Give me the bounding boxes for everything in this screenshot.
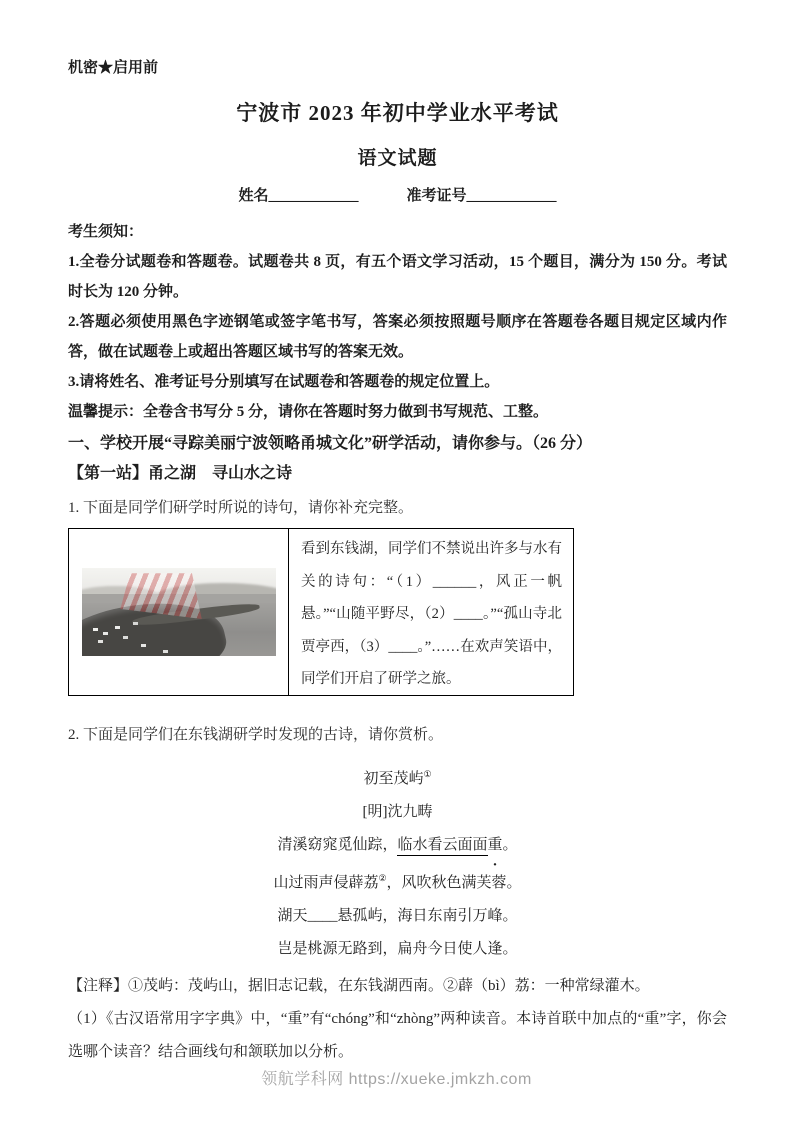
poem-line-1 <box>68 829 727 862</box>
poem-title: 初至茂屿 <box>363 771 424 787</box>
poem-line-2-start: 山过雨声侵薜荔 <box>273 875 379 891</box>
question-1-table <box>68 528 574 696</box>
poem-line-4: 岂是桃源无路到，扁舟今日使人逢。 <box>277 941 518 957</box>
poem-title-line <box>68 758 727 796</box>
photo-buildings <box>93 628 98 631</box>
poem-line-2-end: ，风吹秋色满芙蓉。 <box>386 875 522 891</box>
poem-author: [明]沈九畴 <box>362 804 433 820</box>
ticket-label: 准考证号 <box>406 188 467 204</box>
site-watermark: 领航学科网 https://xueke.jmkzh.com <box>261 1071 532 1088</box>
ticket-blank-line: ____________ <box>466 188 557 204</box>
notice-block <box>68 217 727 427</box>
question-2-sub-1: （1）《古汉语常用字字典》中，“重”有“chóng”和“zhòng”两种读音。本诗首联中加点的“重”字，你会选哪个读音？结合画线句和颔联加以分析。 <box>68 1011 727 1060</box>
poem-line-3-start: 湖天 <box>277 908 308 924</box>
lake-photo <box>82 568 276 656</box>
activity-heading: 一、学校开展“寻踪美丽宁波领略甬城文化”研学活动，请你参与。（26 分） <box>68 435 593 452</box>
poem-title-note-mark: ① <box>423 769 432 779</box>
name-label: 姓名 <box>238 188 269 204</box>
name-blank-line: ____________ <box>268 188 359 204</box>
notice-item-3: 3.请将姓名、准考证号分别填写在试题卷和答题卷的规定位置上。 <box>68 374 500 390</box>
poem-dotted-char: 重 <box>487 837 503 853</box>
table-photo-cell <box>69 529 289 695</box>
subject-title: 语文试题 <box>357 148 438 169</box>
poem-line-3 <box>68 900 727 933</box>
poem-note-mark-2: ② <box>378 873 387 883</box>
table-text-cell: 看到东钱湖，同学们不禁说出许多与水有关的诗句：“（1）______，风正一帆悬。”“山随平野尽，（2）____。”“孤山寺北贾亭西，（3）____。”……在欢声笑语中，同学们开启了研学之旅。 <box>301 541 562 687</box>
question-1-prompt: 1. 下面是同学们研学时所说的诗句，请你补充完整。 <box>68 500 414 516</box>
notice-tip: 温馨提示：全卷含书写分 5 分，请你在答题时努力做到书写规范、工整。 <box>68 404 549 420</box>
poem-notes: 【注释】①茂屿：茂屿山，据旧志记载，在东钱湖西南。②薜（bì）荔：一种常绿灌木。 <box>68 978 650 994</box>
question-2-prompt: 2. 下面是同学们在东钱湖研学时发现的古诗，请你赏析。 <box>68 727 444 743</box>
poem-line-3-end: 悬孤屿，海日东南引万峰。 <box>337 908 518 924</box>
notice-item-2: 2.答题必须使用黑色字迹钢笔或签字笔书写，答案必须按照题号顺序在答题卷各题目规定区域内作答，做在试题卷上或超出答题区域书写的答案无效。 <box>68 314 727 360</box>
poem-line-2 <box>68 862 727 900</box>
notice-heading: 考生须知： <box>68 224 144 240</box>
station-heading: 【第一站】甬之湖 寻山水之诗 <box>68 465 293 482</box>
poem-line-1-end: 。 <box>502 837 518 853</box>
exam-title: 宁波市 2023 年初中学业水平考试 <box>236 101 559 125</box>
poem-line-1-start: 清溪窈窕觅仙踪， <box>277 837 398 853</box>
poem-blank-line: ____ <box>307 908 338 924</box>
classification-label: 机密★启用前 <box>68 59 159 76</box>
notice-item-1: 1.全卷分试题卷和答题卷。试题卷共 8 页，有五个语文学习活动，15 个题目，满分为 150 分。考试时长为 120 分钟。 <box>68 254 727 300</box>
poem-underlined-phrase: 临水看云面面 <box>397 837 487 856</box>
poem-block <box>68 758 727 966</box>
name-field <box>238 184 358 205</box>
candidate-info-row <box>68 184 727 205</box>
ticket-field <box>407 184 557 205</box>
